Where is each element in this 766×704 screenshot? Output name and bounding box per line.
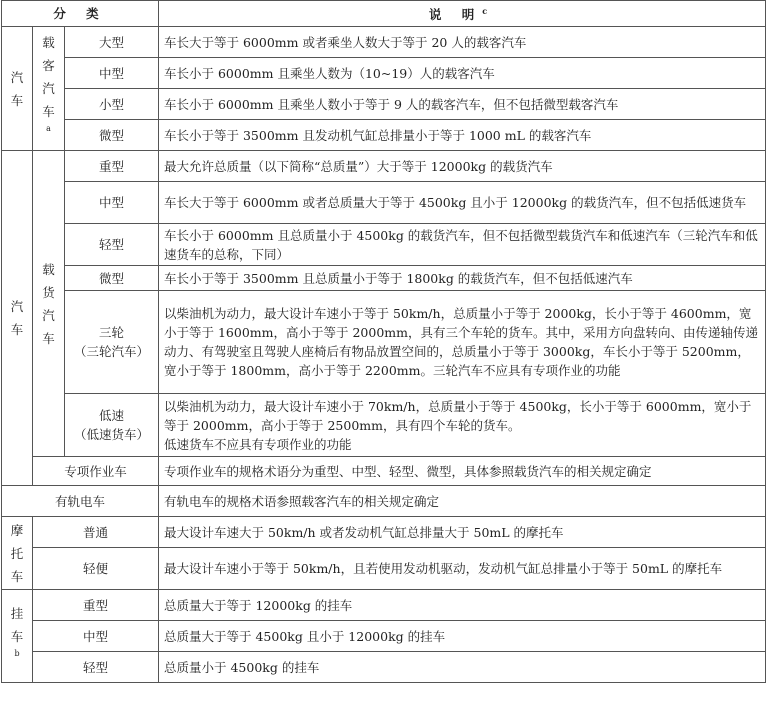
low-speed-desc-note: 低速货车不应具有专项作业的功能 — [164, 436, 352, 452]
type-cell: 中型 — [65, 58, 159, 89]
group-motorcycle — [2, 517, 33, 590]
type-cell: 微型 — [65, 266, 159, 291]
table-row — [2, 151, 766, 182]
type-cell: 重型 — [65, 151, 159, 182]
table-row — [2, 58, 766, 89]
header-description — [159, 1, 766, 27]
table-row — [2, 182, 766, 224]
table-row — [2, 652, 766, 683]
table-row — [2, 590, 766, 621]
table-row — [2, 120, 766, 151]
table-row — [2, 266, 766, 291]
type-low-speed: 低速 — [98, 408, 124, 423]
description-cell: 最大设计车速小于等于 50km/h，且若使用发动机驱动，发动机气缸总排量小于等于 50mL 的摩托车 — [159, 548, 766, 590]
type-cell — [65, 394, 159, 457]
type-cell: 专项作业车 — [33, 457, 159, 486]
table-row — [2, 457, 766, 486]
table-row — [2, 89, 766, 120]
group-motorcycle-label: 摩托车 — [10, 522, 24, 584]
header-row — [2, 1, 766, 27]
table-row — [2, 621, 766, 652]
type-cell: 轻型 — [65, 224, 159, 266]
vehicle-classification-table — [1, 0, 766, 683]
group-passenger-label: 载客汽车 — [42, 35, 55, 119]
table-row — [2, 486, 766, 517]
description-cell: 有轨电车的规格术语参照载客汽车的相关规定确定 — [159, 486, 766, 517]
header-description-text: 说 明 — [428, 7, 483, 23]
description-cell: 车长小于 6000mm 且总质量小于 4500kg 的载货汽车，但不包括微型载货汽车和低速汽车（三轮汽车和低速货车的总称，下同） — [159, 224, 766, 266]
type-cell: 大型 — [65, 27, 159, 58]
low-speed-desc: 以柴油机为动力，最大设计车速小于 70km/h，总质量小于等于 4500kg，长小于等于 6000mm，宽小于等于 2000mm，高小于等于 2500mm，具有四个车轮的货车。 — [164, 398, 752, 433]
group-passenger-vehicle — [33, 27, 65, 151]
type-cell: 中型 — [33, 621, 159, 652]
header-description-note: c — [482, 6, 496, 17]
description-cell: 总质量小于 4500kg 的挂车 — [159, 652, 766, 683]
table-row — [2, 548, 766, 590]
group-car-freight-label: 汽车 — [10, 299, 24, 337]
type-cell: 重型 — [33, 590, 159, 621]
description-cell: 车长小于 6000mm 且乘坐人数小于等于 9 人的载客汽车，但不包括微型载客汽车 — [159, 89, 766, 120]
description-cell: 以柴油机为动力，最大设计车速小于等于 50km/h，总质量小于等于 2000kg，长小于等于 4600mm，宽小于等于 1600mm，高小于等于 2000mm，具有三个车轮的货车。其中，采用方向盘转向、由传递轴传递动力、有驾驶室且驾驶人座椅后有物品放置空间的，总质量小于等于 3000kg，车长小于等于 5200mm，宽小于等于 1800mm，高小于等于 2200mm。三轮汽车不应具有专项作业的功能 — [159, 291, 766, 394]
group-car-freight — [2, 151, 33, 486]
description-cell: 车长大于等于 6000mm 或者总质量大于等于 4500kg 且小于 12000kg 的载货汽车，但不包括低速货车 — [159, 182, 766, 224]
type-cell: 有轨电车 — [2, 486, 159, 517]
group-trailer-note: b — [14, 648, 20, 658]
group-trailer-label: 挂车 — [10, 605, 24, 644]
description-cell: 总质量大于等于 4500kg 且小于 12000kg 的挂车 — [159, 621, 766, 652]
type-cell: 小型 — [65, 89, 159, 120]
table-row — [2, 394, 766, 457]
group-passenger-note: a — [46, 124, 51, 133]
table-row — [2, 27, 766, 58]
description-cell: 车长小于 6000mm 且乘坐人数为（10~19）人的载客汽车 — [159, 58, 766, 89]
description-cell: 车长小于等于 3500mm 且总质量小于等于 1800kg 的载货汽车，但不包括低速汽车 — [159, 266, 766, 291]
description-cell: 最大允许总质量（以下简称“总质量”）大于等于 12000kg 的载货汽车 — [159, 151, 766, 182]
type-three-wheel: 三轮 — [98, 325, 124, 340]
table-row — [2, 517, 766, 548]
group-trailer — [2, 590, 33, 683]
group-car-passenger — [2, 27, 33, 151]
type-cell: 轻便 — [33, 548, 159, 590]
type-three-wheel-alt: （三轮汽车） — [73, 344, 149, 359]
description-cell — [159, 394, 766, 457]
type-low-speed-alt: （低速货车） — [73, 427, 149, 442]
group-freight-label: 载货汽车 — [42, 261, 55, 346]
table-row — [2, 224, 766, 266]
type-cell: 微型 — [65, 120, 159, 151]
type-cell: 普通 — [33, 517, 159, 548]
description-cell: 总质量大于等于 12000kg 的挂车 — [159, 590, 766, 621]
description-cell: 车长大于等于 6000mm 或者乘坐人数大于等于 20 人的载客汽车 — [159, 27, 766, 58]
description-cell: 最大设计车速大于 50km/h 或者发动机气缸总排量大于 50mL 的摩托车 — [159, 517, 766, 548]
description-cell: 车长小于等于 3500mm 且发动机气缸总排量小于等于 1000 mL 的载客汽车 — [159, 120, 766, 151]
group-freight-vehicle — [33, 151, 65, 457]
description-cell: 专项作业车的规格术语分为重型、中型、轻型、微型，具体参照载货汽车的相关规定确定 — [159, 457, 766, 486]
table-row — [2, 291, 766, 394]
type-cell: 中型 — [65, 182, 159, 224]
type-cell: 轻型 — [33, 652, 159, 683]
group-car-passenger-label: 汽车 — [10, 69, 24, 108]
header-category: 分 类 — [2, 1, 159, 27]
type-cell — [65, 291, 159, 394]
